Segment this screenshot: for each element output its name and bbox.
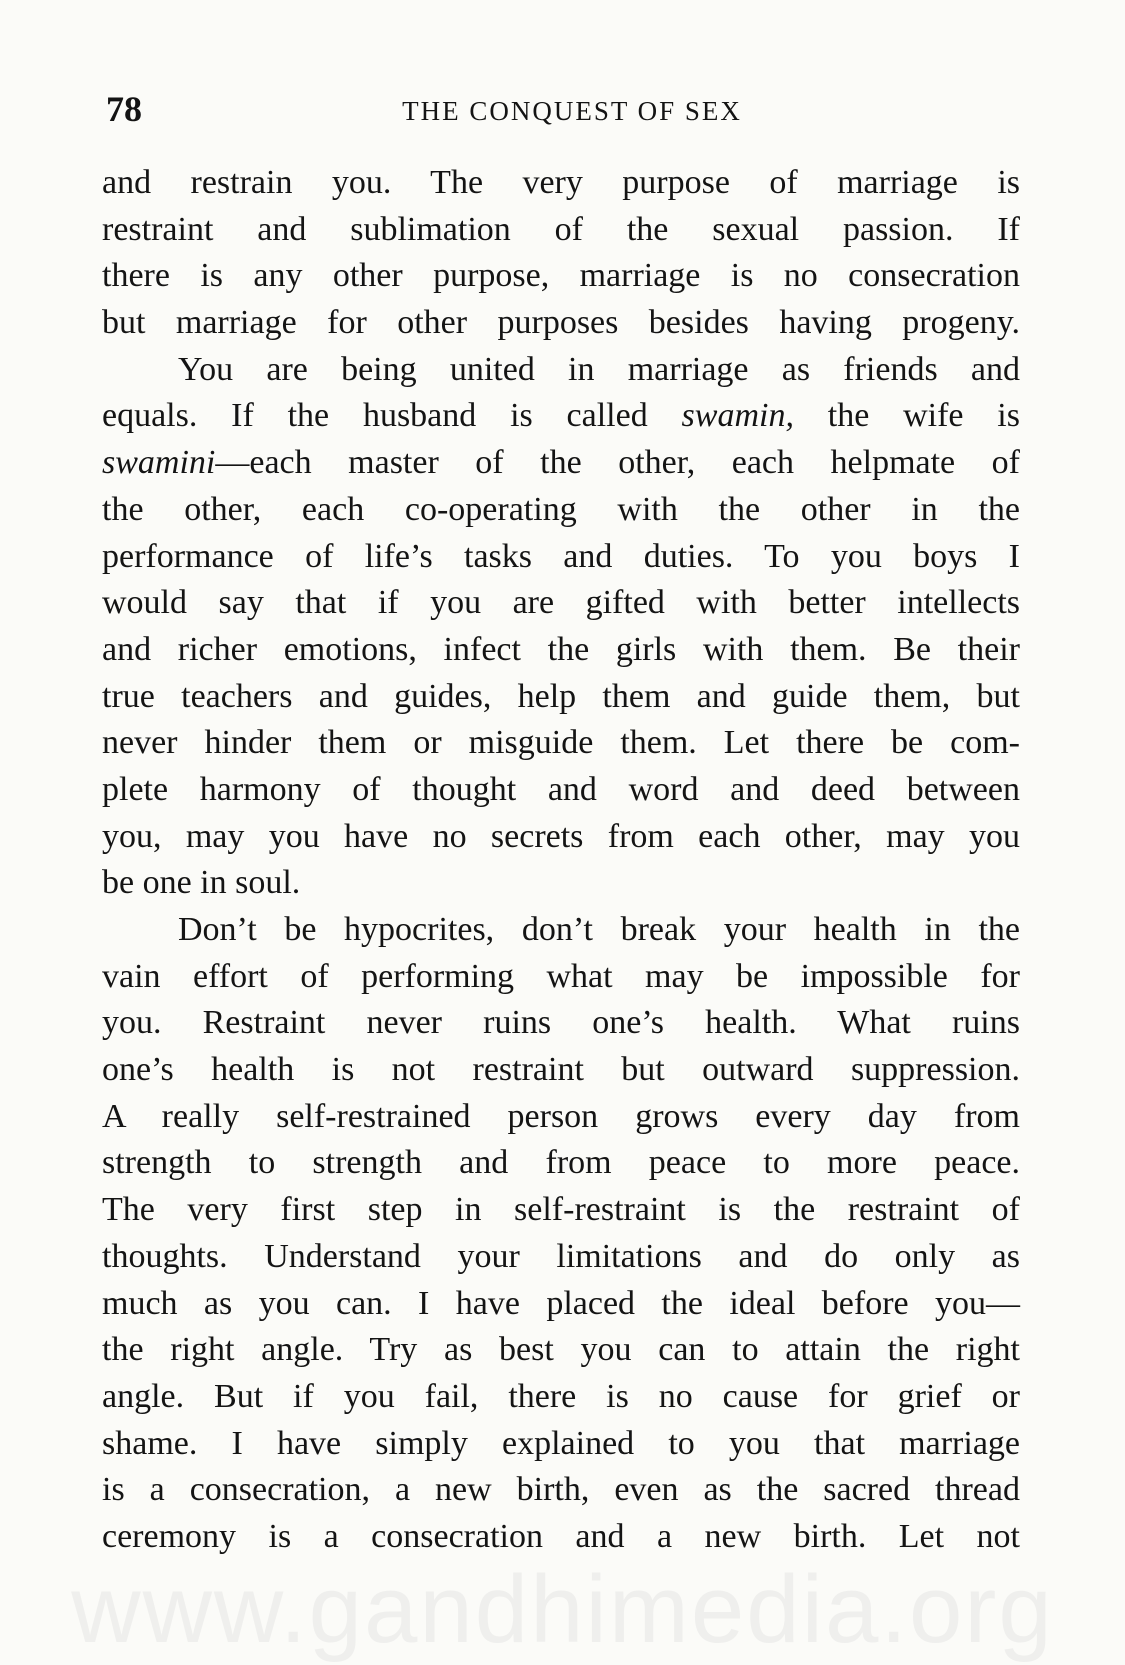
- text-line: never hinder them or misguide them. Let there be com-: [102, 724, 1020, 762]
- text-segment: the wife is: [793, 397, 1020, 435]
- text-line: strength to strength and from peace to more peace.: [102, 1144, 1020, 1182]
- running-title: THE CONQUEST OF SEX: [402, 96, 742, 126]
- text-line: The very first step in self-restraint is the restraint of: [102, 1191, 1020, 1229]
- text-line: the right angle. Try as best you can to attain the right: [102, 1331, 1020, 1369]
- text-line: there is any other purpose, marriage is no consecration: [102, 257, 1020, 295]
- text-line: true teachers and guides, help them and guide them, but: [102, 677, 1020, 715]
- watermark: www.gandhimedia.org: [71, 1556, 1054, 1663]
- text-line: restraint and sublimation of the sexual passion. If: [102, 210, 1020, 248]
- body-text: [102, 160, 1020, 1561]
- text-line: performance of life’s tasks and duties. To you boys I: [102, 537, 1020, 575]
- text-segment: equals. If the husband is called: [102, 397, 682, 435]
- text-line: but marriage for other purposes besides having progeny.: [102, 304, 1020, 342]
- text-line: and richer emotions, infect the girls with them. Be their: [102, 630, 1020, 668]
- page-number: 78: [106, 89, 142, 129]
- text-line: you, may you have no secrets from each other, may you: [102, 817, 1020, 855]
- page-header: [106, 88, 1018, 138]
- text-line: one’s health is not restraint but outward suppression.: [102, 1051, 1020, 1089]
- text-line: You are being united in marriage as friends and: [178, 350, 1020, 388]
- italic-term: swamin,: [681, 397, 794, 435]
- text-line: the other, each co-operating with the other in the: [102, 490, 1020, 528]
- text-line: much as you can. I have placed the ideal before you—: [102, 1284, 1020, 1322]
- text-line: Don’t be hypocrites, don’t break your health in the: [178, 911, 1020, 948]
- text-line: be one in soul.: [102, 864, 301, 902]
- italic-term: swamini: [102, 444, 216, 482]
- text-line: you. Restraint never ruins one’s health. What ruins: [102, 1004, 1020, 1042]
- text-line: angle. But if you fail, there is no cause for grief or: [102, 1377, 1020, 1415]
- text-line: plete harmony of thought and word and deed between: [102, 770, 1020, 808]
- text-line: would say that if you are gifted with better intellects: [102, 584, 1020, 622]
- text-line: shame. I have simply explained to you that marriage: [102, 1424, 1020, 1462]
- text-line: [102, 393, 1020, 440]
- text-line: and restrain you. The very purpose of marriage is: [102, 164, 1020, 201]
- text-line: A really self-restrained person grows every day from: [102, 1097, 1020, 1135]
- text-segment: —each master of the other, each helpmate of: [215, 444, 1020, 482]
- text-line: [102, 440, 1020, 487]
- text-line: ceremony is a consecration and a new birth. Let not: [102, 1517, 1020, 1555]
- text-line: thoughts. Understand your limitations and do only as: [102, 1237, 1020, 1275]
- text-line: is a consecration, a new birth, even as the sacred thread: [102, 1471, 1020, 1509]
- text-line: vain effort of performing what may be impossible for: [102, 957, 1020, 995]
